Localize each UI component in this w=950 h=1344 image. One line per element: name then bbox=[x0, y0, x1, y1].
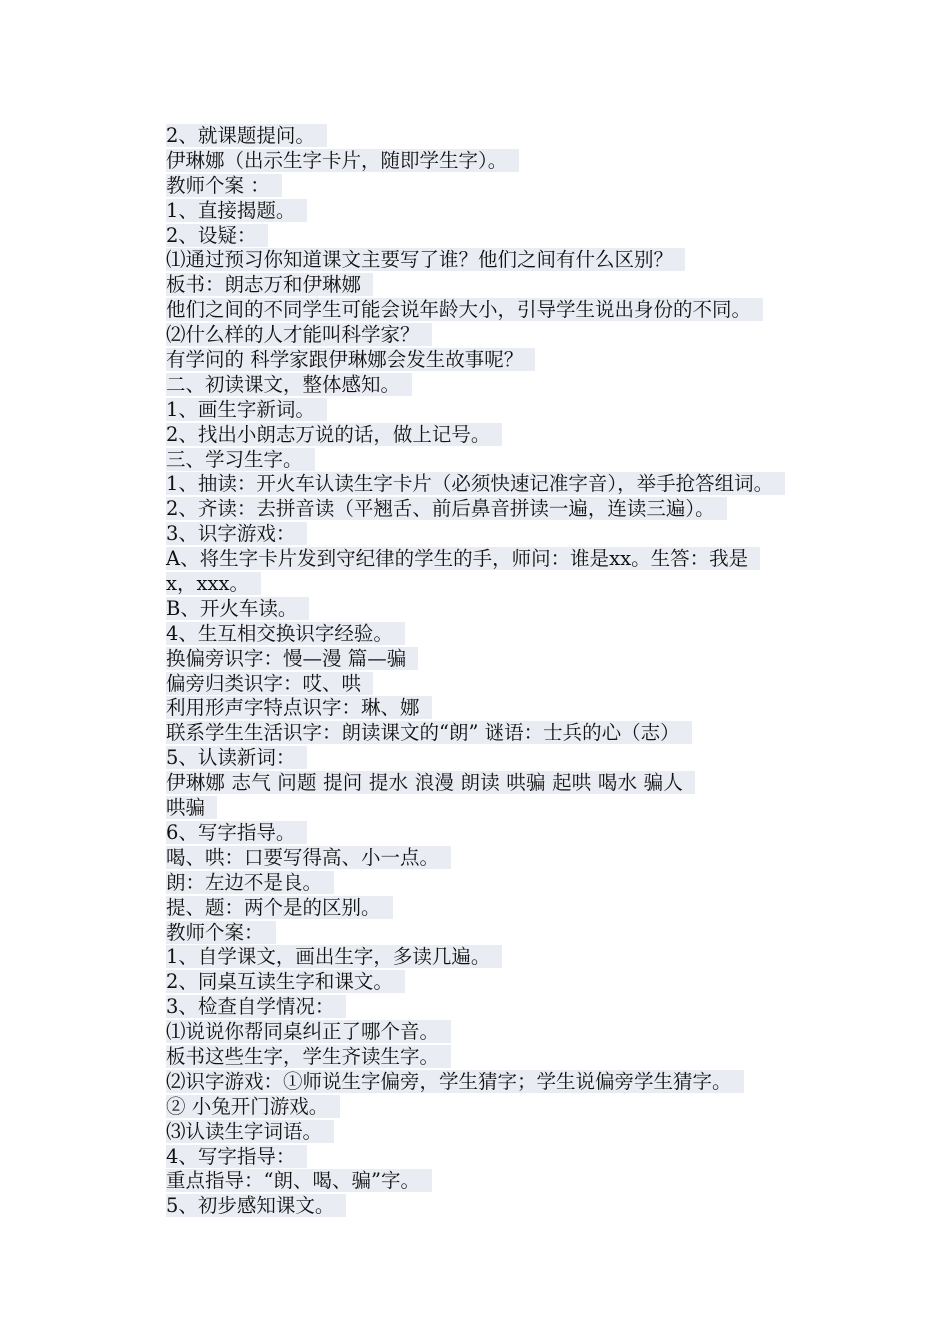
text-line: 板书：朗志万和伊琳娜 bbox=[166, 273, 846, 298]
text-line: 2、同桌互读生字和课文。 bbox=[166, 970, 846, 995]
text-line: ⑵识字游戏：①师说生字偏旁，学生猜字；学生说偏旁学生猜字。 bbox=[166, 1070, 846, 1095]
text-line: ⑵什么样的人才能叫科学家？ bbox=[166, 323, 846, 348]
text-line: 伊琳娜 志气 问题 提问 提水 浪漫 朗读 哄骗 起哄 喝水 骗人 bbox=[166, 771, 846, 796]
text-line: 1、自学课文，画出生字，多读几遍。 bbox=[166, 945, 846, 970]
text-line: x，xxx。 bbox=[166, 572, 846, 597]
text-line: 板书这些生字，学生齐读生字。 bbox=[166, 1045, 846, 1070]
text-line: 2、找出小朗志万说的话，做上记号。 bbox=[166, 423, 846, 448]
text-line: 提、题：两个是的区别。 bbox=[166, 896, 846, 921]
text-line: B、开火车读。 bbox=[166, 597, 846, 622]
text-line: 哄骗 bbox=[166, 796, 846, 821]
text-line: 3、检查自学情况： bbox=[166, 995, 846, 1020]
text-line: 5、初步感知课文。 bbox=[166, 1194, 846, 1219]
text-line: 1、画生字新词。 bbox=[166, 398, 846, 423]
text-line: 3、识字游戏： bbox=[166, 522, 846, 547]
text-line: ⑴通过预习你知道课文主要写了谁？他们之间有什么区别？ bbox=[166, 248, 846, 273]
document-body bbox=[166, 124, 846, 1219]
text-line: A、将生字卡片发到守纪律的学生的手，师问：谁是xx。生答：我是 bbox=[166, 547, 846, 572]
text-line: 教师个案 ： bbox=[166, 174, 846, 199]
text-line: 教师个案： bbox=[166, 921, 846, 946]
text-line: 换偏旁识字：慢—漫 篇—骗 bbox=[166, 647, 846, 672]
text-line: 4、写字指导： bbox=[166, 1145, 846, 1170]
text-line: ⑶认读生字词语。 bbox=[166, 1120, 846, 1145]
section-heading: 二、初读课文，整体感知。 bbox=[166, 373, 846, 398]
text-line: 利用形声字特点识字：琳、娜 bbox=[166, 696, 846, 721]
text-line: 联系学生生活识字：朗读课文的“朗” 谜语：士兵的心（志） bbox=[166, 721, 846, 746]
text-line: 2、齐读：去拼音读（平翘舌、前后鼻音拼读一遍，连读三遍）。 bbox=[166, 497, 846, 522]
text-line: 伊琳娜（出示生字卡片，随即学生字）。 bbox=[166, 149, 846, 174]
text-line: 4、生互相交换识字经验。 bbox=[166, 622, 846, 647]
text-line: 偏旁归类识字：哎、哄 bbox=[166, 672, 846, 697]
text-line: 重点指导：“朗、喝、骗”字。 bbox=[166, 1169, 846, 1194]
section-heading: 三、学习生字。 bbox=[166, 448, 846, 473]
text-line: ⑴说说你帮同桌纠正了哪个音。 bbox=[166, 1020, 846, 1045]
text-line: 2、就课题提问。 bbox=[166, 124, 846, 149]
text-line: ② 小兔开门游戏。 bbox=[166, 1095, 846, 1120]
text-line: 1、直接揭题。 bbox=[166, 199, 846, 224]
text-line: 1、抽读：开火车认读生字卡片（必须快速记准字音），举手抢答组词。 bbox=[166, 472, 846, 497]
text-line: 有学问的 科学家跟伊琳娜会发生故事呢？ bbox=[166, 348, 846, 373]
text-line: 5、认读新词： bbox=[166, 746, 846, 771]
text-line: 喝、哄：口要写得高、小一点。 bbox=[166, 846, 846, 871]
text-line: 他们之间的不同学生可能会说年龄大小，引导学生说出身份的不同。 bbox=[166, 298, 846, 323]
text-line: 6、写字指导。 bbox=[166, 821, 846, 846]
text-line: 2、设疑： bbox=[166, 224, 846, 249]
text-line: 朗：左边不是良。 bbox=[166, 871, 846, 896]
